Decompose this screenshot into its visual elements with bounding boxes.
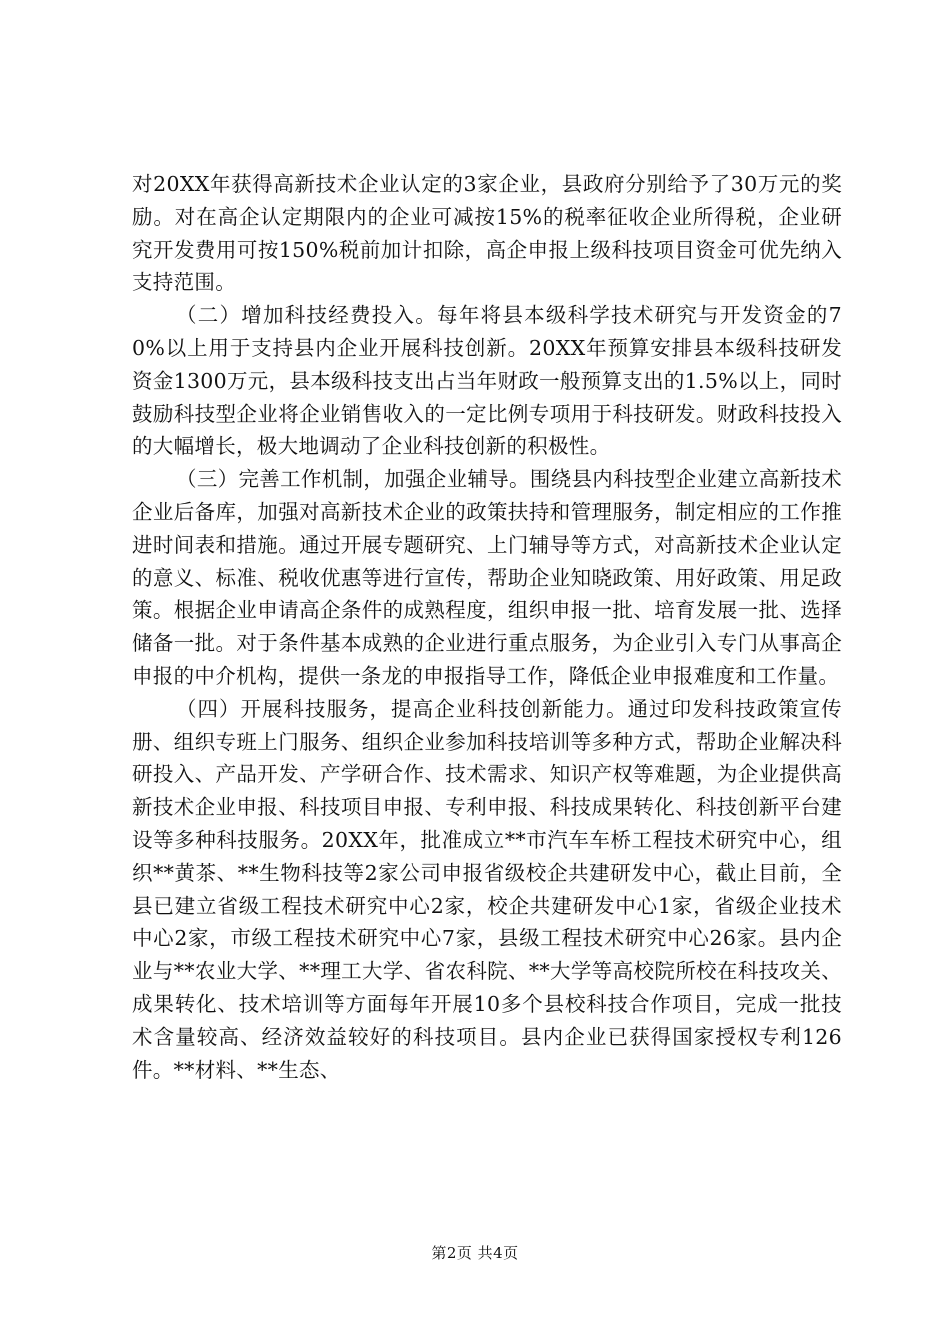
page-footer: 第2页 共4页 bbox=[431, 1244, 519, 1262]
body-text bbox=[132, 168, 842, 1086]
paragraph-1: 对20XX年获得高新技术企业认定的3家企业，县政府分别给予了30万元的奖励。对在高企认定期限内的企业可减按15%的税率征收企业所得税，企业研究开发费用可按150%税前加计扣除，高企申报上级科技项目资金可优先纳入支持范围。 bbox=[132, 172, 842, 295]
paragraph-2: （二）增加科技经费投入。每年将县本级科学技术研究与开发资金的70%以上用于支持县内企业开展科技创新。20XX年预算安排县本级科技研发资金1300万元，县本级科技支出占当年财政一般预算支出的1.5%以上，同时鼓励科技型企业将企业销售收入的一定比例专项用于科技研发。财政科技投入的大幅增长，极大地调动了企业科技创新的积极性。 bbox=[132, 303, 842, 459]
paragraph-4: （四）开展科技服务，提高企业科技创新能力。通过印发科技政策宣传册、组织专班上门服务、组织企业参加科技培训等多种方式，帮助企业解决科研投入、产品开发、产学研合作、技术需求、知识产权等难题，为企业提供高新技术企业申报、科技项目申报、专利申报、科技成果转化、科技创新平台建设等多种科技服务。20XX年，批准成立**市汽车车桥工程技术研究中心，组织**黄茶、**生物科技等2家公司申报省级校企共建研发中心，截止目前，全县已建立省级工程技术研究中心2家，校企共建研发中心1家，省级企业技术中心2家，市级工程技术研究中心7家，县级工程技术研究中心26家。县内企业与**农业大学、**理工大学、省农科院、**大学等高校院所校在科技攻关、成果转化、技术培训等方面每年开展10多个县校科技合作项目，完成一批技术含量较高、经济效益较好的科技项目。县内企业已获得国家授权专利126件。**材料、**生态、 bbox=[132, 696, 842, 1082]
paragraph-3: （三）完善工作机制，加强企业辅导。围绕县内科技型企业建立高新技术企业后备库，加强对高新技术企业的政策扶持和管理服务，制定相应的工作推进时间表和措施。通过开展专题研究、上门辅导等方式，对高新技术企业认定的意义、标准、税收优惠等进行宣传，帮助企业知晓政策、用好政策、用足政策。根据企业申请高企条件的成熟程度，组织申报一批、培育发展一批、选择储备一批。对于条件基本成熟的企业进行重点服务，为企业引入专门从事高企申报的中介机构，提供一条龙的申报指导工作，降低企业申报难度和工作量。 bbox=[132, 467, 842, 688]
